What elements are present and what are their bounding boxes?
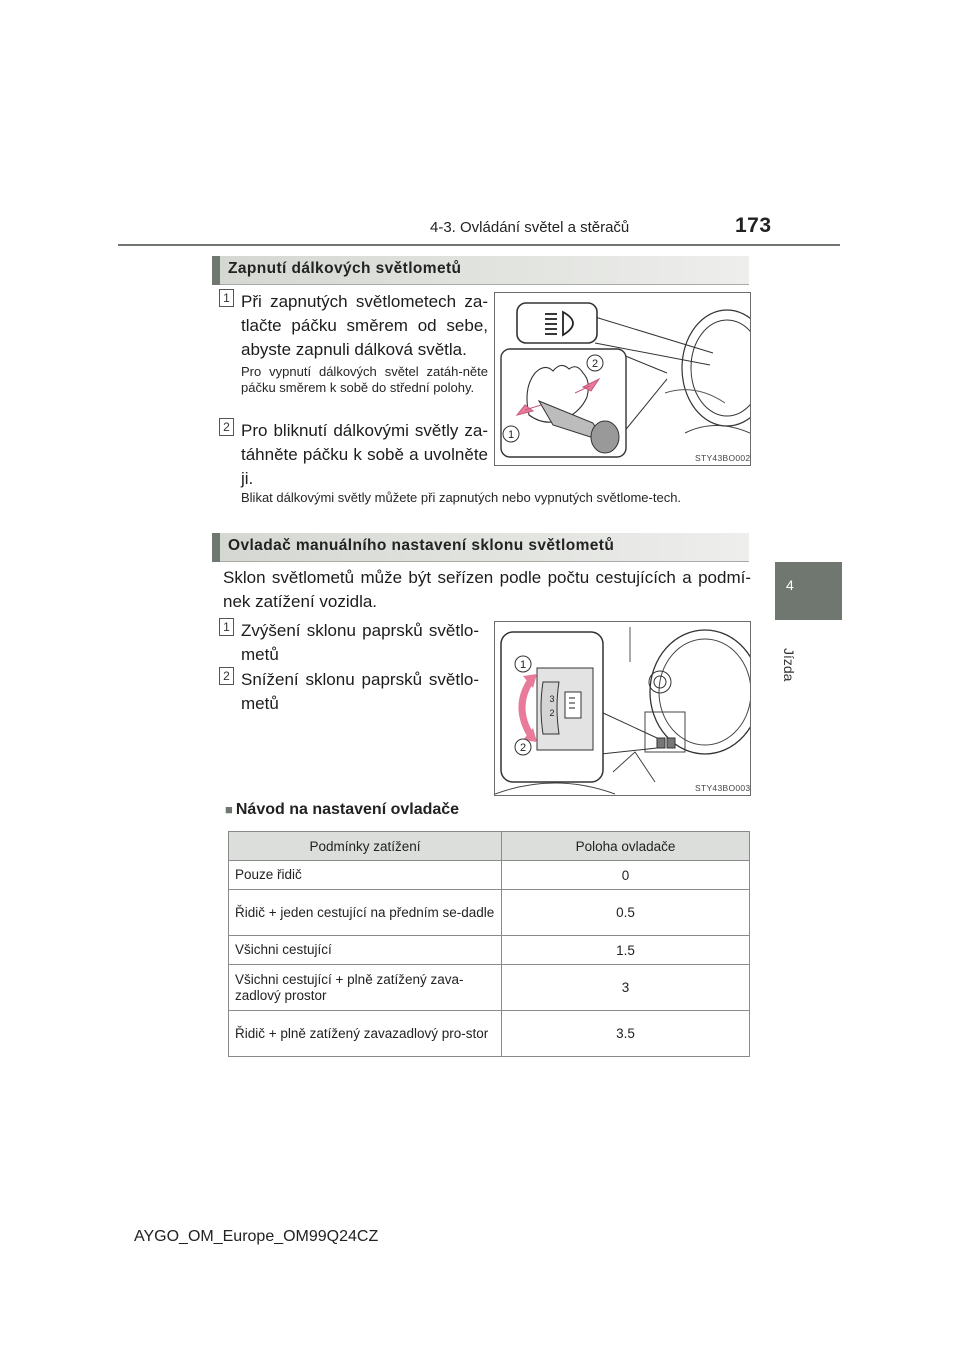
dial-label-3: 3	[549, 694, 555, 704]
leveling-intro: Sklon světlometů může být seřízen podle počtu cestujících a podmí-nek zatížení vozidla.	[223, 568, 751, 611]
figure-code-2: STY43BO003	[695, 783, 751, 793]
bullet-square-icon: ■	[225, 802, 233, 817]
leveling-marker-1: 1	[219, 618, 234, 636]
dial-label-2: 2	[549, 708, 555, 718]
lever-label-1: 1	[507, 429, 515, 441]
high-beam-note: Blikat dálkovými světly můžete při zapnutých nebo vypnutých světlome-tech.	[241, 490, 682, 505]
step-2-text: Pro bliknutí dálkovými světly za-táhněte páčku k sobě a uvolněte ji.	[241, 421, 488, 488]
lever-label-2: 2	[591, 358, 599, 370]
running-header: 4-3. Ovládání světel a stěračů	[430, 219, 630, 236]
figure-code-1: STY43BO002	[695, 453, 751, 463]
table-cell-condition: Všichni cestující	[229, 936, 502, 965]
adjustment-table	[228, 831, 750, 1057]
subsection-heading: ■ Návod na nastavení ovladače	[225, 801, 460, 818]
leveling-fig-label-2: 2	[519, 742, 527, 754]
table-cell-condition: Všichni cestující + plně zatížený zava-zadlový prostor	[229, 965, 502, 1011]
table-row	[229, 1011, 750, 1057]
chapter-label: Jízda	[781, 648, 797, 682]
table-row	[229, 936, 750, 965]
header-rule	[118, 244, 840, 246]
leveling-step-1: Zvýšení sklonu paprsků světlo-metů	[241, 621, 479, 664]
leveling-step-2: Snížení sklonu paprsků světlo-metů	[241, 670, 479, 713]
table-cell-position: 0.5	[502, 890, 750, 936]
leveling-illustration	[494, 621, 751, 796]
table-header-position: Poloha ovladače	[502, 832, 750, 861]
lever-drawing	[495, 293, 750, 465]
table-row	[229, 890, 750, 936]
chapter-number: 4	[786, 577, 794, 593]
table-cell-condition: Řidič + jeden cestující na předním se-dadle	[229, 890, 502, 936]
table-cell-position: 3.5	[502, 1011, 750, 1057]
page-number: 173	[735, 214, 772, 237]
table-header-conditions: Podmínky zatížení	[229, 832, 502, 861]
step-marker-2: 2	[219, 418, 234, 436]
table-cell-position: 1.5	[502, 936, 750, 965]
leveling-fig-label-1: 1	[519, 659, 527, 671]
step-1-text: Při zapnutých světlometech za-tlačte páčku směrem od sebe, abyste zapnuli dálková světla.	[241, 292, 488, 359]
table-cell-position: 3	[502, 965, 750, 1011]
section-header-leveling: Ovladač manuálního nastavení sklonu světlometů	[212, 533, 749, 562]
section-header-high-beam: Zapnutí dálkových světlometů	[212, 256, 749, 285]
table-cell-condition: Pouze řidič	[229, 861, 502, 890]
lever-illustration	[494, 292, 751, 466]
table-header-row	[229, 832, 750, 861]
table-row	[229, 965, 750, 1011]
leveling-marker-2: 2	[219, 667, 234, 685]
table-cell-position: 0	[502, 861, 750, 890]
table-cell-condition: Řidič + plně zatížený zavazadlový pro-stor	[229, 1011, 502, 1057]
step-1-note: Pro vypnutí dálkových světel zatáh-něte páčku směrem k sobě do střední polohy.	[241, 364, 488, 395]
leveling-drawing	[495, 622, 750, 795]
step-marker-1: 1	[219, 289, 234, 307]
document-footer: AYGO_OM_Europe_OM99Q24CZ	[134, 1228, 379, 1245]
table-row	[229, 861, 750, 890]
